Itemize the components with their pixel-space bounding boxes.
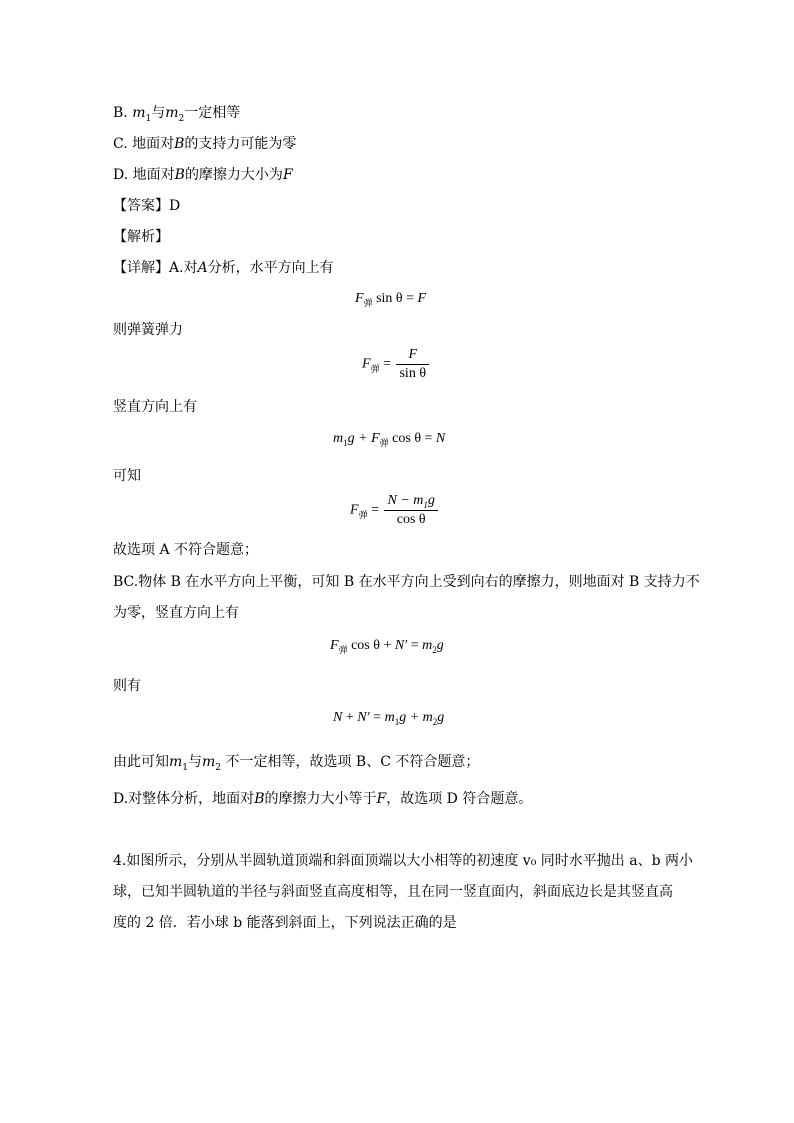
question-4-line-3: 度的 2 倍．若小球 b 能落到斜面上，下列说法正确的是: [113, 915, 457, 931]
answer-line: 【答案】D: [113, 198, 181, 214]
text-conclusion-a: 故选项 A 不符合题意；: [113, 542, 259, 558]
text-vertical: 竖直方向上有: [113, 399, 197, 415]
option-d: D. 地面对B的摩擦力大小为F: [113, 167, 293, 183]
text-know: 可知: [113, 468, 141, 484]
question-4-line-1: 4.如图所示，分别从半圆轨道顶端和斜面顶端以大小相等的初速度 v₀ 同时水平抛出 a、b 两小: [113, 853, 693, 869]
text-d-analysis: D.对整体分析，地面对B的摩擦力大小等于F，故选项 D 符合题意。: [113, 791, 533, 807]
equation-5: $F_弹$ $\cos \theta + N' = m_2g$: [330, 638, 444, 655]
text-thus: 由此可知$m_1$与$m_2$ 不一定相等，故选项 B、C 不符合题意；: [113, 754, 480, 773]
text-then: 则有: [113, 678, 141, 694]
fraction: $\frac{N - m_1g}{\text{cos θ}}$: [384, 492, 437, 529]
equation-2: $F_弹$ = $\frac{F}{\text{sin θ}}$: [362, 346, 431, 383]
text-bc-line-2: 为零，竖直方向上有: [113, 605, 239, 621]
text-bc-line-1: BC.物体 B 在水平方向上平衡，可知 B 在水平方向上受到向右的摩擦力，则地面对 B 支持力不: [113, 574, 700, 590]
fraction: $\frac{F}{\text{sin θ}}$: [396, 346, 429, 383]
equation-6: $N + N' = m_1g + m_2g$: [333, 710, 445, 727]
equation-4: $F_弹$ = $\frac{N - m_1g}{\text{cos θ}}$: [350, 492, 440, 529]
text-spring-force: 则弹簧弹力: [113, 322, 183, 338]
question-4-line-2: 球，已知半圆轨道的半径与斜面竖直高度相等，且在同一竖直面内，斜面底边长是其竖直高: [113, 884, 673, 900]
equation-3: $m_1g + F_弹$ cos θ = N: [333, 431, 446, 448]
option-c: C. 地面对B的支持力可能为零: [113, 136, 297, 152]
option-b: B. $m_1$与$m_2$一定相等: [113, 105, 241, 124]
equation-1: $F_弹$ sin θ = F: [355, 291, 427, 308]
analysis-heading: 【解析】: [113, 229, 169, 245]
detail-intro: 【详解】A.对A分析，水平方向上有: [113, 260, 334, 276]
